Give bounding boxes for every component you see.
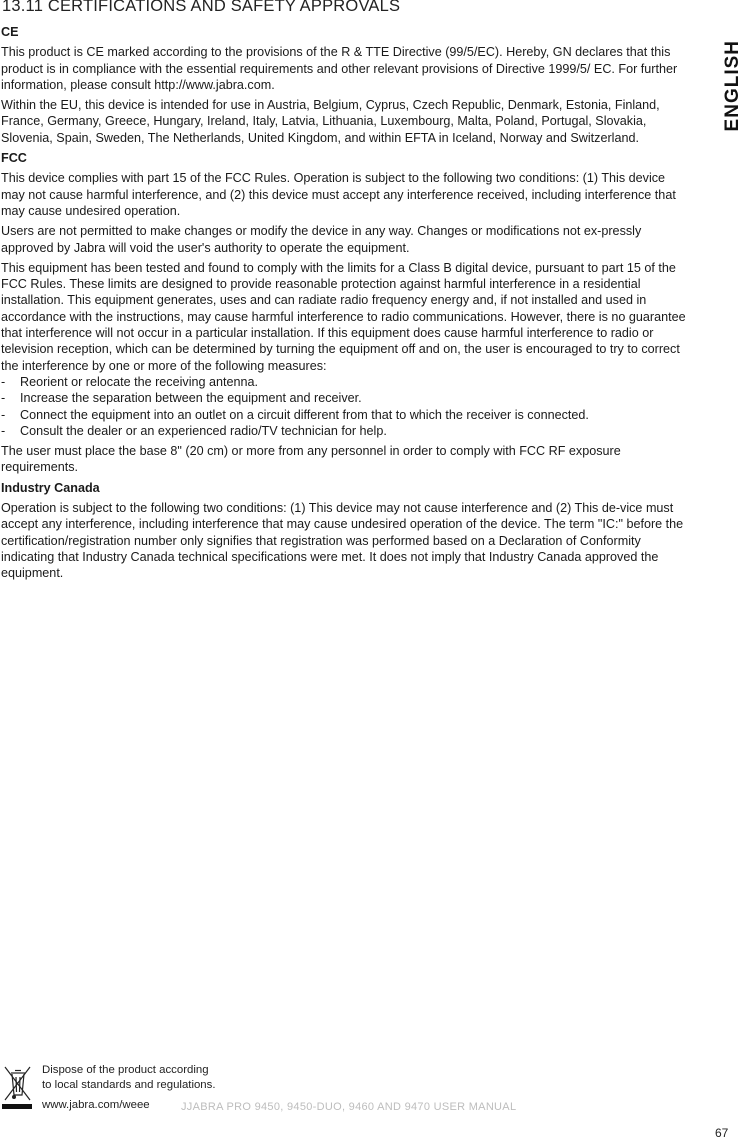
measure-text: Reorient or relocate the receiving antenna.	[20, 374, 259, 389]
section-title: 13.11 CERTIFICATIONS AND SAFETY APPROVALS	[2, 0, 401, 15]
ce-paragraph-2: Within the EU, this device is intended for use in Austria, Belgium, Cyprus, Czech Republic, Denmark, Estonia, Finland, France, Germany, Greece, Hungary, Ireland, Italy, Latvia, Lithuania, Luxembourg, Malta, Poland, Portugal, Slovakia, Slovenia, Spain, Sweden, The Netherlands, United Kingdom, and within EFTA in Iceland, Norway and Switzerland.	[1, 98, 660, 145]
crossed-out-wheelie-bin-icon	[2, 1064, 32, 1110]
list-dash: -	[1, 407, 6, 422]
manual-title: JJABRA PRO 9450, 9450-DUO, 9460 AND 9470 USER MANUAL	[181, 1101, 517, 1113]
measure-text: Connect the equipment into an outlet on a circuit different from that to which the receiver is connected.	[20, 407, 589, 422]
measure-text: Consult the dealer or an experienced radio/TV technician for help.	[20, 423, 387, 438]
measure-text: Increase the separation between the equipment and receiver.	[20, 391, 362, 406]
list-item	[1, 407, 687, 423]
industry-canada-heading: Industry Canada	[1, 480, 100, 495]
list-dash: -	[1, 374, 6, 389]
disposal-line-1: Dispose of the product according	[42, 1064, 209, 1076]
disposal-line-2: to local standards and regulations.	[42, 1079, 216, 1091]
page-number: 67	[715, 1126, 729, 1140]
list-dash: -	[1, 423, 6, 438]
fcc-heading: FCC	[1, 151, 27, 166]
fcc-paragraph-4: The user must place the base 8" (20 cm) or more from any personnel in order to comply with FCC RF exposure requirements.	[1, 444, 621, 475]
fcc-measures-list	[1, 374, 687, 439]
fcc-paragraph-3: This equipment has been tested and found to comply with the limits for a Class B digital device, pursuant to part 15 of the FCC Rules. These limits are designed to provide reasonable protection against harmful interference in a residential installation. This equipment generates, uses and can radiate radio frequency energy and, if not installed and used in accordance with the instructions, may cause harmful interference to radio communications. However, there is no guarantee that interference will not occur in a particular installation. If this equipment does cause harmful interference to radio or television reception, which can be determined by turning the equipment off and on, the user is encouraged to try to correct the interference by one or more of the following measures:	[1, 260, 686, 373]
language-tab: ENGLISH	[722, 40, 743, 132]
list-item	[1, 390, 687, 406]
industry-canada-paragraph: Operation is subject to the following two conditions: (1) This device may not cause interference and (2) This de-vice must accept any interference, including interference that may cause undesired operation of the device. The term "IC:" before the certification/registration number only signifies that registration was performed based on a Declaration of Conformity indicating that Industry Canada technical specifications were met. It does not imply that Industry Canada approved the equipment.	[1, 501, 684, 581]
certifications-content	[1, 24, 687, 586]
list-item	[1, 374, 687, 390]
ce-heading: CE	[1, 25, 19, 39]
ce-paragraph-1: This product is CE marked according to the provisions of the R & TTE Directive (99/5/EC). Hereby, GN declares that this product is in compliance with the essential requirements and other relevant provisions of Directive 1999/5/ EC. For further information, please consult http://www.jabra.com.	[1, 45, 678, 92]
list-item	[1, 423, 687, 439]
weee-url: www.jabra.com/weee	[42, 1099, 150, 1111]
fcc-paragraph-2: Users are not permitted to make changes or modify the device in any way. Changes or modifications not ex-pressly approved by Jabra will void the user's authority to operate the equipment.	[1, 224, 642, 255]
list-dash: -	[1, 391, 6, 406]
fcc-paragraph-1: This device complies with part 15 of the FCC Rules. Operation is subject to the following two conditions: (1) This device may not cause harmful interference, and (2) this device must accept any interference received, including interference that may cause undesired operation.	[1, 171, 676, 218]
disposal-notice	[42, 1063, 216, 1093]
